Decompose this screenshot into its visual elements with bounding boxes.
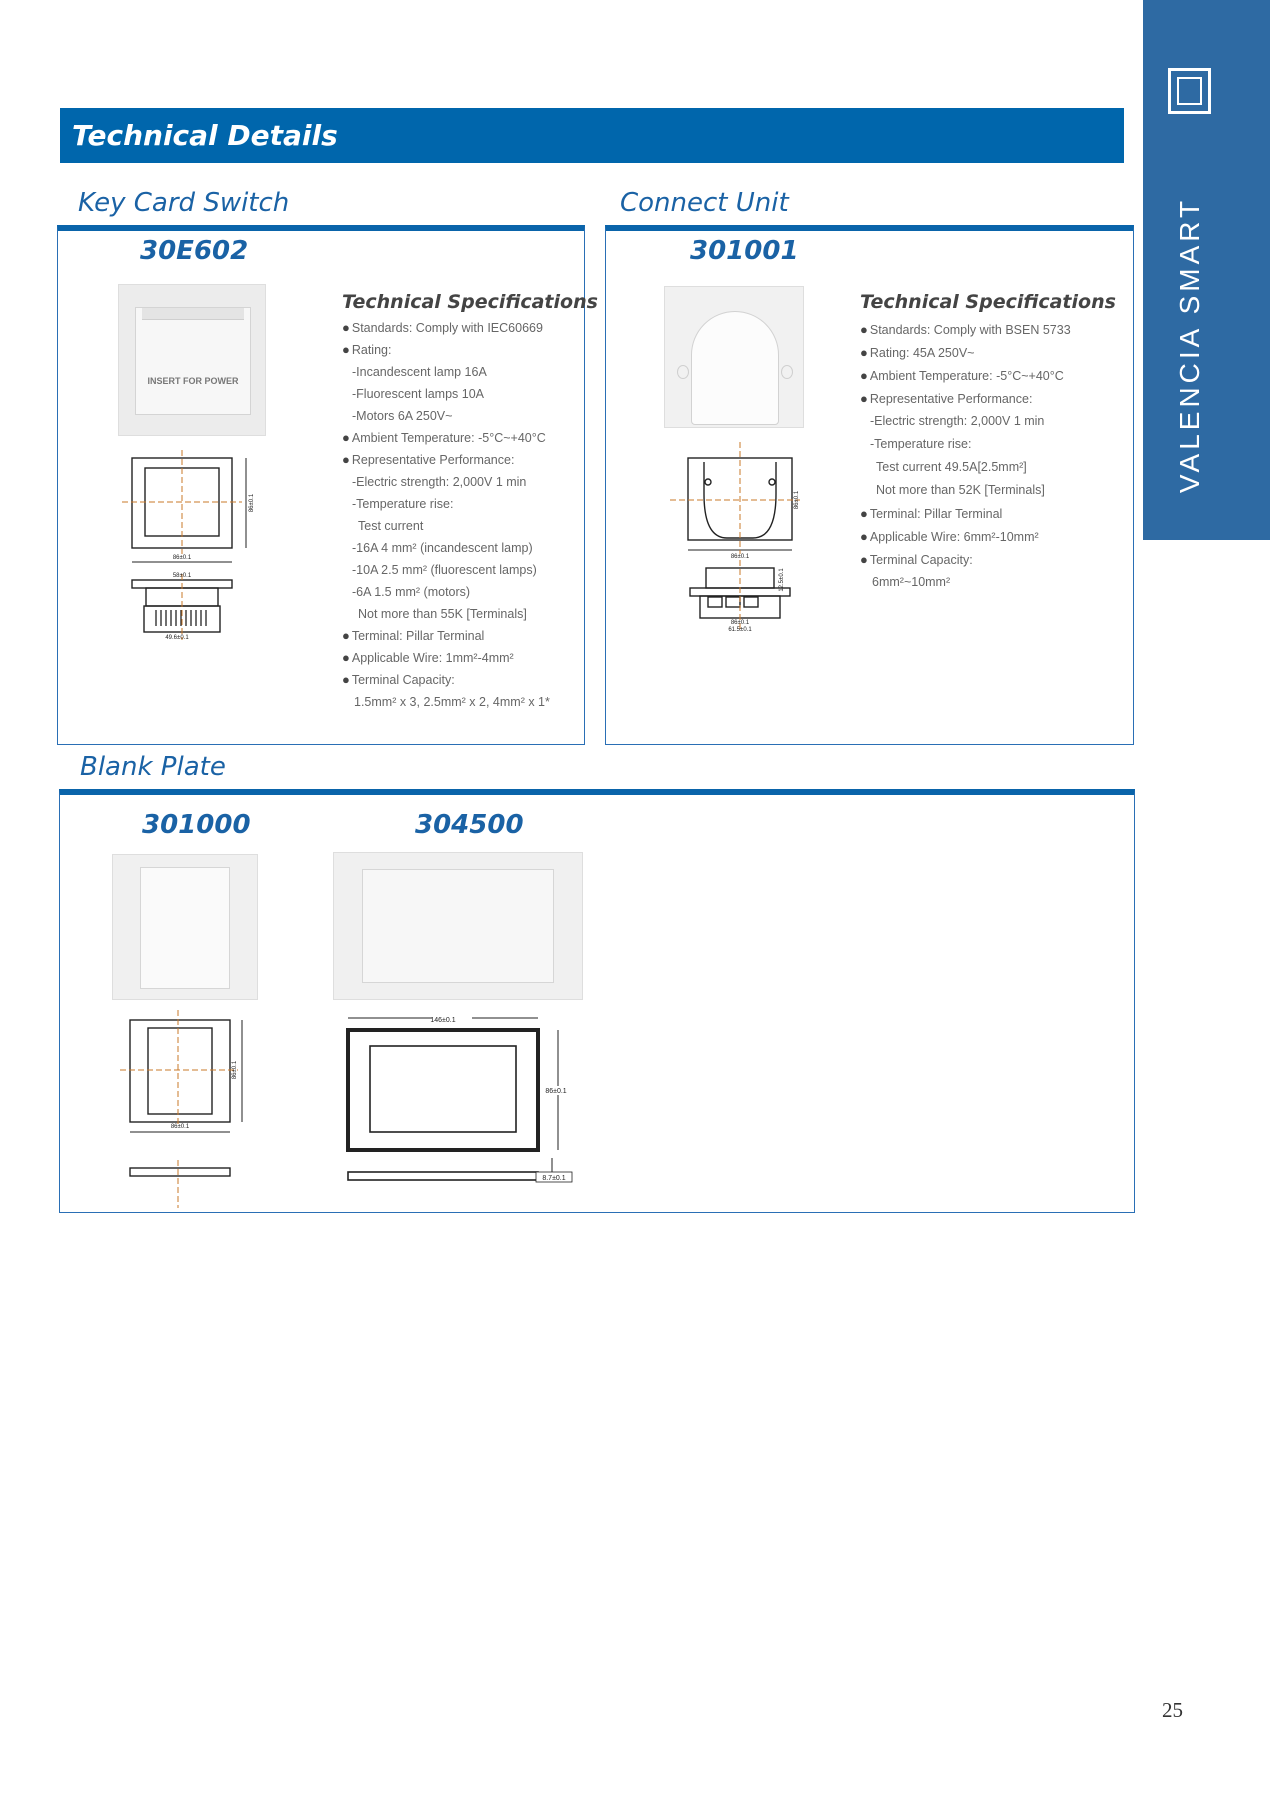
blank-plate-a-drawing: [120, 1010, 252, 1210]
blank-plate-b-photo: [333, 852, 583, 1000]
spec-item: Not more than 55K [Terminals]: [358, 607, 527, 621]
blank-plate-model-a: 301000: [142, 810, 251, 840]
key-card-photo: [118, 284, 266, 436]
spec-item: ● Standards: Comply with BSEN 5733: [860, 318, 1071, 341]
spec-item: ● Ambient Temperature: -5°C~+40°C: [342, 427, 550, 449]
spec-item: ● Terminal Capacity:: [342, 669, 550, 691]
connect-unit-model: 301001: [690, 236, 799, 266]
page-number: 25: [1162, 1698, 1183, 1722]
connect-unit-bottom-dim: 61.5±0.1: [728, 627, 752, 633]
connect-unit-title: Connect Unit: [620, 188, 789, 218]
spec-item: -Electric strength: 2,000V 1 min: [352, 475, 527, 489]
spec-item: -6A 1.5 mm² (motors): [352, 585, 471, 599]
spec-item: -Temperature rise:: [870, 437, 972, 451]
connect-unit-base-dim: 86±0.1: [730, 620, 750, 626]
spec-item: ● Representative Performance:: [860, 387, 1071, 410]
spec-item: -10A 2.5 mm² (fluorescent lamps): [352, 563, 537, 577]
blank-plate-b-drawing: [340, 1010, 580, 1195]
key-card-drawing: [122, 450, 257, 642]
key-card-spec-list: [342, 317, 550, 713]
key-card-model: 30E602: [140, 236, 249, 266]
blank-plate-b-height-dim: 86±0.1: [545, 1088, 567, 1095]
spec-item: -Motors 6A 250V~: [352, 409, 453, 423]
page-title: Technical Details: [60, 108, 1124, 163]
spec-item: ● Standards: Comply with IEC60669: [342, 317, 550, 339]
connect-unit-width-dim: 86±0.1: [730, 554, 750, 560]
spec-item: -Fluorescent lamps 10A: [352, 387, 485, 401]
connect-unit-height-dim: 86±0.1: [794, 490, 800, 510]
spec-item: ● Terminal: Pillar Terminal: [342, 625, 550, 647]
spec-item: ● Representative Performance:: [342, 449, 550, 471]
spec-item: -Incandescent lamp 16A: [352, 365, 487, 379]
key-card-depth-dim: 49.6±0.1: [165, 635, 189, 641]
spec-item: Test current 49.5A[2.5mm²]: [876, 460, 1027, 474]
key-card-spec-title: Technical Specifications: [342, 291, 598, 313]
spec-item: ● Applicable Wire: 6mm²-10mm²: [860, 525, 1071, 548]
spec-item: ● Rating:: [342, 339, 550, 361]
connect-unit-depth-dim: 12.5±0.1: [779, 568, 785, 592]
spec-item: ● Terminal: Pillar Terminal: [860, 502, 1071, 525]
blank-plate-a-photo: [112, 854, 258, 1000]
blank-plate-a-height-dim: 86±0.1: [232, 1060, 238, 1080]
spec-item: -Electric strength: 2,000V 1 min: [870, 414, 1045, 428]
blank-plate-b-width-dim: 146±0.1: [430, 1017, 456, 1024]
key-card-inner-dim: 58±0.1: [172, 573, 192, 579]
brand-name: VALENCIA SMART: [1174, 196, 1205, 494]
spec-item: -Temperature rise:: [352, 497, 454, 511]
connect-unit-spec-title: Technical Specifications: [860, 291, 1116, 313]
blank-plate-model-b: 304500: [415, 810, 524, 840]
spec-item: Test current: [358, 519, 424, 533]
spec-item: 6mm²~10mm²: [872, 575, 951, 589]
connect-unit-spec-list: [860, 318, 1071, 594]
blank-plate-b-depth-dim: 8.7±0.1: [542, 1175, 566, 1182]
insert-for-power-label: INSERT FOR POWER: [147, 376, 239, 386]
spec-item: Not more than 52K [Terminals]: [876, 483, 1045, 497]
connect-unit-photo: [664, 286, 804, 428]
blank-plate-title: Blank Plate: [80, 752, 226, 782]
key-card-width-dim: 86±0.1: [172, 555, 192, 561]
spec-item: ● Rating: 45A 250V~: [860, 341, 1071, 364]
spec-item: ● Ambient Temperature: -5°C~+40°C: [860, 364, 1071, 387]
spec-item: -16A 4 mm² (incandescent lamp): [352, 541, 533, 555]
key-card-title: Key Card Switch: [78, 188, 290, 218]
key-card-height-dim: 86±0.1: [249, 493, 255, 513]
spec-item: 1.5mm² x 3, 2.5mm² x 2, 4mm² x 1*: [354, 695, 550, 709]
blank-plate-a-width-dim: 86±0.1: [170, 1124, 190, 1130]
spec-item: ● Applicable Wire: 1mm²-4mm²: [342, 647, 550, 669]
brand-logo-icon: [1168, 68, 1211, 114]
connect-unit-drawing: [670, 442, 800, 634]
spec-item: ● Terminal Capacity:: [860, 548, 1071, 571]
